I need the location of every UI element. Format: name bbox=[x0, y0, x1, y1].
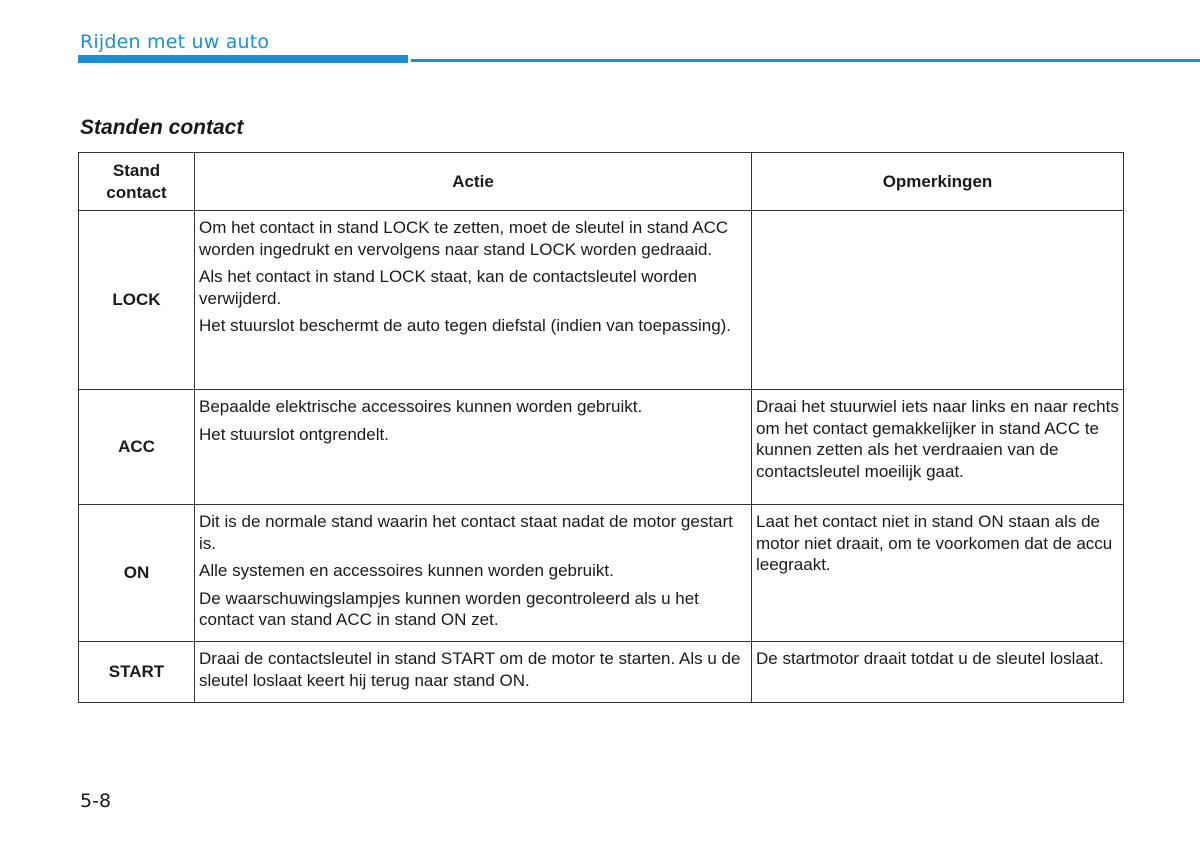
remarks-cell bbox=[752, 211, 1124, 390]
column-header-remarks: Opmerkingen bbox=[752, 153, 1124, 211]
action-text: Alle systemen en accessoires kunnen worden gebruikt. bbox=[199, 561, 614, 580]
remarks-cell: Draai het stuurwiel iets naar links en naar rechts om het contact gemakkelijker in stand ACC te kunnen zetten als het verdraaien van de contactsleutel moeilijk gaat. bbox=[752, 390, 1124, 505]
action-text: Om het contact in stand LOCK te zetten, moet de sleutel in stand ACC worden ingedrukt en vervolgens naar stand LOCK worden gedraaid. bbox=[199, 218, 729, 259]
remarks-cell: De startmotor draait totdat u de sleutel loslaat. bbox=[752, 642, 1124, 703]
action-text: Het stuurslot beschermt de auto tegen diefstal (indien van toepassing). bbox=[199, 316, 732, 335]
action-cell bbox=[195, 642, 752, 703]
action-text: Dit is de normale stand waarin het contact staat nadat de motor gestart is. bbox=[199, 512, 733, 553]
header-rule bbox=[411, 59, 1200, 62]
remarks-cell: Laat het contact niet in stand ON staan als de motor niet draait, om te voorkomen dat de accu leegraakt. bbox=[752, 505, 1124, 642]
chapter-title: Rijden met uw auto bbox=[80, 31, 270, 53]
position-cell: LOCK bbox=[79, 211, 195, 390]
table-row bbox=[79, 505, 1124, 642]
position-cell: START bbox=[79, 642, 195, 703]
action-cell bbox=[195, 211, 752, 390]
action-cell bbox=[195, 505, 752, 642]
ignition-positions-table bbox=[78, 152, 1124, 703]
table-row bbox=[79, 642, 1124, 703]
table-header-row bbox=[79, 153, 1124, 211]
page-number: 5-8 bbox=[80, 790, 112, 812]
table-row bbox=[79, 390, 1124, 505]
position-cell: ON bbox=[79, 505, 195, 642]
action-text: Als het contact in stand LOCK staat, kan de contactsleutel worden verwijderd. bbox=[199, 267, 698, 308]
section-title: Standen contact bbox=[80, 116, 244, 139]
table-row bbox=[79, 211, 1124, 390]
header-accent-bar bbox=[78, 55, 408, 63]
column-header-action: Actie bbox=[195, 153, 752, 211]
action-text: Het stuurslot ontgrendelt. bbox=[199, 424, 389, 444]
action-cell bbox=[195, 390, 752, 505]
action-text: Draai de contactsleutel in stand START om de motor te starten. Als u de sleutel loslaat keert hij terug naar stand ON. bbox=[199, 649, 741, 690]
action-text: De waarschuwingslampjes kunnen worden gecontroleerd als u het contact van stand ACC in stand ON zet. bbox=[199, 588, 699, 629]
column-header-position: Stand contact bbox=[79, 153, 195, 211]
position-cell: ACC bbox=[79, 390, 195, 505]
action-text: Bepaalde elektrische accessoires kunnen worden gebruikt. bbox=[199, 397, 643, 416]
